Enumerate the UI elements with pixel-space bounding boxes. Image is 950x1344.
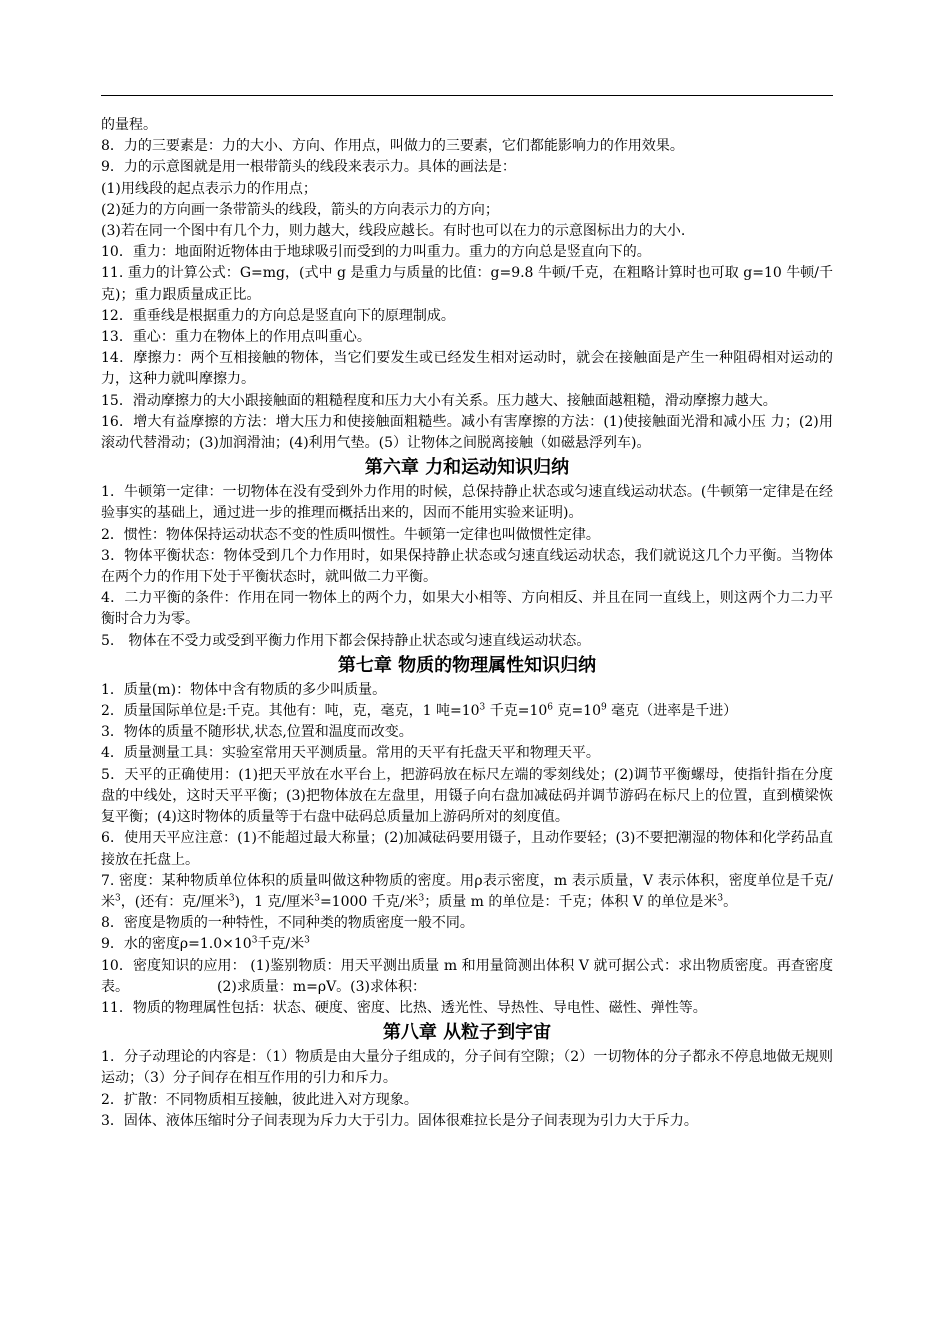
ch8-item-2: 2．扩散：不同物质相互接触，彼此进入对方现象。 xyxy=(101,1091,418,1108)
ch7-item-11: 11．物质的物理属性包括：状态、硬度、密度、比热、透光性、导热性、导电性、磁性、弹性等。 xyxy=(101,999,707,1016)
ch5-item-9-step-1: (1)用线段的起点表示力的作用点； xyxy=(101,180,317,197)
ch7-item-7-text-d: =1000 千克/米 xyxy=(319,893,419,910)
ch5-item-13: 13．重心：重力在物体上的作用点叫重心。 xyxy=(101,329,371,346)
ch7-item-7-text-f: 。 xyxy=(723,893,738,910)
ch7-item-4: 4．质量测量工具：实验室常用天平测质量。常用的天平有托盘天平和物理天平。 xyxy=(101,745,600,762)
ch7-item-2-text-a: 2．质量国际单位是:千克。其他有：吨，克，毫克，1 吨=10 xyxy=(101,703,480,720)
ch5-item-9: 9．力的示意图就是用一根带箭头的线段来表示力。具体的画法是： xyxy=(101,159,516,176)
ch7-item-7-text-c: )，1 克/厘米 xyxy=(234,893,315,910)
ch5-item-15: 15．滑动摩擦力的大小跟接触面的粗糙程度和压力大小有关系。压力越大、接触面越粗糙，滑动摩擦力越大。 xyxy=(101,392,777,409)
ch7-item-2-text-b: 千克=10 xyxy=(485,703,548,720)
ch7-item-7 xyxy=(101,871,833,913)
ch7-item-9-exp-2: 3 xyxy=(304,935,310,946)
ch7-item-7-text-b: ，(还有：克/厘米 xyxy=(120,893,229,910)
ch6-item-2: 2．惯性：物体保持运动状态不变的性质叫惯性。牛顿第一定律也叫做惯性定律。 xyxy=(101,526,600,543)
ch5-item-9-step-3: (3)若在同一个图中有几个力，则力越大，线段应越长。有时也可以在力的示意图标出力的大小. xyxy=(101,223,686,240)
header-rule xyxy=(101,95,833,96)
ch7-item-2-exp-3: 9 xyxy=(601,702,607,713)
ch7-item-9-text-a: 9．水的密度ρ=1.0×10 xyxy=(101,936,252,953)
ch5-item-11: 11. 重力的计算公式：G=mg，(式中 g 是重力与质量的比值：g=9.8 牛顿/千克，在粗略计算时也可取 g=10 牛顿/千克)；重力跟质量成正比。 xyxy=(101,265,833,303)
ch5-item-14: 14．摩擦力：两个互相接触的物体，当它们要发生或已经发生相对运动时，就会在接触面是产生一种阻碍相对运动的力，这种力就叫摩擦力。 xyxy=(101,350,833,388)
ch7-item-9 xyxy=(101,934,833,955)
ch5-item-16: 16．增大有益摩擦的方法：增大压力和使接触面粗糙些。减小有害摩擦的方法：(1)使接触面光滑和减小压 力；(2)用滚动代替滑动；(3)加润滑油；(4)利用气垫。(5）让物体之间脱离接触（如磁悬浮列车)。 xyxy=(101,413,833,452)
chapter-8-title: 第八章 从粒子到宇宙 xyxy=(382,1022,552,1044)
ch5-item-10: 10．重力：地面附近物体由于地球吸引而受到的力叫重力。重力的方向总是竖直向下的。 xyxy=(101,244,651,261)
chapter-6-title: 第六章 力和运动知识归纳 xyxy=(364,457,570,479)
ch7-item-7-exp-2: 3 xyxy=(228,893,235,904)
ch8-item-3: 3．固体、液体压缩时分子间表现为斥力大于引力。固体很难拉长是分子间表现为引力大于斥力。 xyxy=(101,1112,698,1129)
paragraph-continuation: 的量程。 xyxy=(101,117,157,133)
ch7-item-10-text-b: (2)求质量：m=ρV。(3)求体积： xyxy=(217,978,427,995)
ch7-item-1: 1．质量(m)：物体中含有物质的多少叫质量。 xyxy=(101,681,387,698)
ch6-item-1: 1．牛顿第一定律：一切物体在没有受到外力作用的时候，总保持静止状态或匀速直线运动状态。(牛顿第一定律是在经验事实的基础上，通过进一步的推理而概括出来的，因而不能用实验来证明)。 xyxy=(101,484,833,522)
ch7-item-10-text-a: 10．密度知识的应用： (1)鉴别物质：用天平测出质量 m 和用量筒测出体积 V 就可据公式：求出物质密度。再查密度表。 xyxy=(101,957,833,995)
ch7-item-7-text-e: ；质量 m 的单位是：千克；体积 V 的单位是米 xyxy=(424,893,718,910)
ch7-item-2-text-d: 毫克（进率是千进） xyxy=(606,703,738,720)
ch7-item-2-text-c: 克=10 xyxy=(553,703,601,720)
ch5-item-12: 12．重垂线是根据重力的方向总是竖直向下的原理制成。 xyxy=(101,307,455,324)
ch7-item-2 xyxy=(101,701,833,722)
ch7-item-5: 5．天平的正确使用：(1)把天平放在水平台上，把游码放在标尺左端的零刻线处；(2)调节平衡螺母，使指针指在分度盘的中线处，这时天平平衡；(3)把物体放在左盘里，用镊子向右盘加减砝码并调节游码在标尺上的位置，直到横梁恢复平衡；(4)这时物体的质量等于右盘中砝码总质量加上游码所对的刻度值。 xyxy=(101,766,833,826)
ch7-item-2-exp-2: 6 xyxy=(547,702,553,713)
ch7-item-7-exp-4: 3 xyxy=(418,893,425,904)
ch7-item-3: 3．物体的质量不随形状,状态,位置和温度而改变。 xyxy=(101,724,413,741)
ch6-item-4: 4．二力平衡的条件：作用在同一物体上的两个力，如果大小相等、方向相反、并且在同一直线上，则这两个力二力平衡时合力为零。 xyxy=(101,590,833,628)
ch7-item-7-exp-5: 3 xyxy=(717,893,724,904)
document-body xyxy=(101,115,833,1132)
ch8-item-1: 1．分子动理论的内容是：（1）物质是由大量分子组成的，分子间有空隙；（2）一切物体的分子都永不停息地做无规则运动；（3）分子间存在相互作用的引力和斥力。 xyxy=(101,1049,833,1087)
ch7-item-7-exp-3: 3 xyxy=(314,893,320,904)
ch6-item-3: 3．物体平衡状态：物体受到几个力作用时，如果保持静止状态或匀速直线运动状态，我们就说这几个力平衡。当物体在两个力的作用下处于平衡状态时，就叫做二力平衡。 xyxy=(101,547,833,586)
ch7-item-7-text-a: 7. 密度：某种物质单位体积的质量叫做这种物质的密度。用ρ表示密度，m 表示质量，V 表示体积，密度单位是千克/米 xyxy=(101,872,833,910)
ch7-item-9-text-b: 千克/米 xyxy=(257,936,305,953)
ch7-item-7-exp-1: 3 xyxy=(115,893,121,904)
ch5-item-8: 8．力的三要素是：力的大小、方向、作用点，叫做力的三要素，它们都能影响力的作用效果。 xyxy=(101,138,684,155)
ch5-item-9-step-2: (2)延力的方向画一条带箭头的线段，箭头的方向表示力的方向； xyxy=(101,201,499,218)
ch7-item-9-exp-1: 3 xyxy=(251,935,258,946)
ch7-item-10 xyxy=(101,956,833,998)
chapter-7-title: 第七章 物质的物理属性知识归纳 xyxy=(337,654,597,676)
ch7-item-8: 8．密度是物质的一种特性，不同种类的物质密度一般不同。 xyxy=(101,915,474,932)
ch7-item-2-exp-1: 3 xyxy=(479,702,486,713)
ch6-item-5: 5. 物体在不受力或受到平衡力作用下都会保持静止状态或匀速直线运动状态。 xyxy=(101,632,591,649)
ch7-item-6: 6．使用天平应注意：(1)不能超过最大称量；(2)加减砝码要用镊子，且动作要轻；(3)不要把潮湿的物体和化学药品直接放在托盘上。 xyxy=(101,830,833,868)
